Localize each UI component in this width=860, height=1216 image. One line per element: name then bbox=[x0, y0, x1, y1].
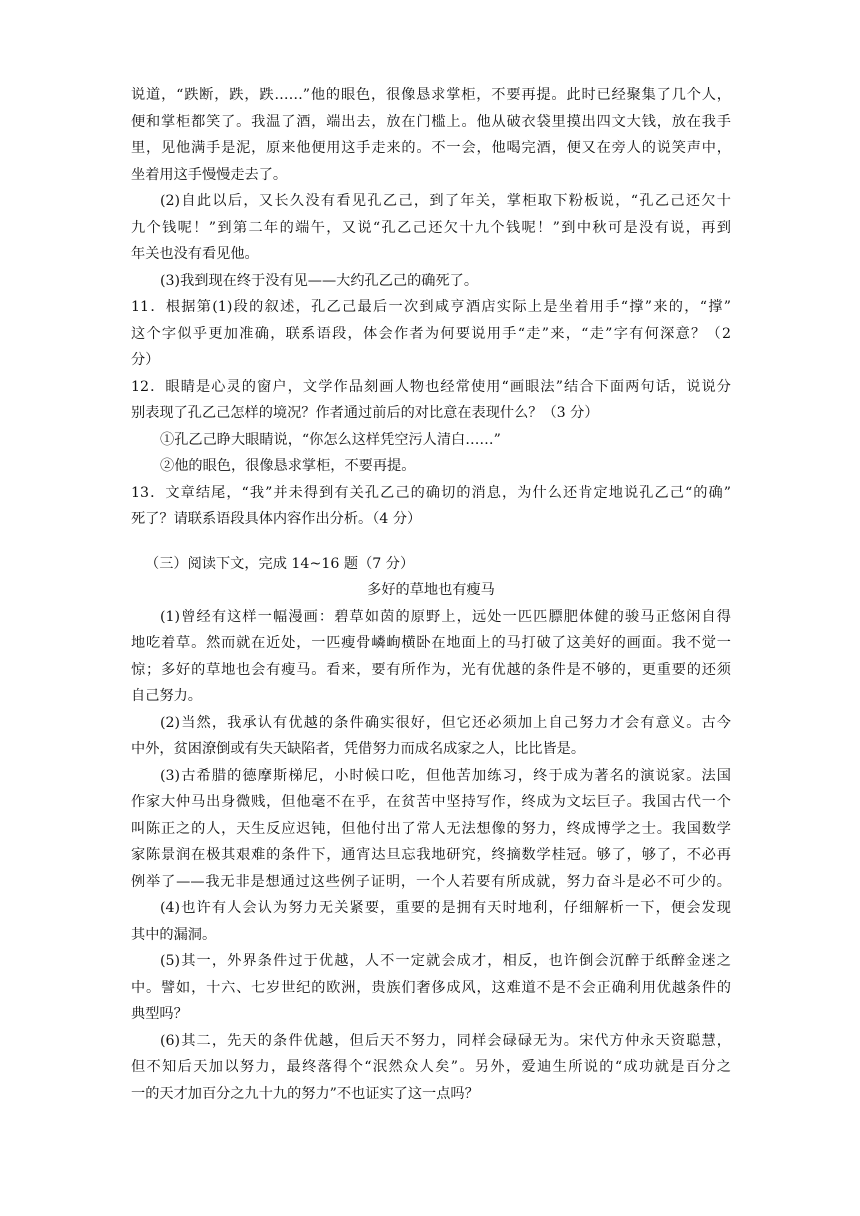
essay-text-line: 地吃着草。然而就在近处，一匹瘦骨嶙峋横卧在地面上的马打破了这美好的画面。我不觉一 bbox=[131, 635, 731, 651]
essay-text-line: (4)也许有人会认为努力无关紧要，重要的是拥有天时地利，仔细解析一下，便会发现 bbox=[160, 900, 731, 916]
passage-text-line: 12．眼睛是心灵的窗户，文学作品刻画人物也经常使用“画眼法”结合下面两句话，说说分 bbox=[131, 378, 731, 395]
essay-text-line: 中外，贫困潦倒或有失天缺陷者，凭借努力而成名成家之人，比比皆是。 bbox=[131, 741, 586, 757]
essay-text-line: 其中的漏洞。 bbox=[131, 926, 217, 943]
essay-text-line: (6)其二，先天的条件优越，但后天不努力，同样会碌碌无为。宋代方仲永天资聪慧， bbox=[160, 1032, 731, 1049]
passage-text-line: 死了？请联系语段具体内容作出分析。（4 分） bbox=[131, 511, 422, 527]
essay-body bbox=[131, 604, 731, 1108]
essay-title: 多好的草地也有瘦马 bbox=[367, 582, 495, 598]
essay-text-line: 但不知后天加以努力，最终落得个“泯然众人矣”。另外，爱迪生所说的“成功就是百分之 bbox=[131, 1059, 731, 1075]
passage-text-line: 坐着用这手慢慢走去了。 bbox=[131, 166, 288, 183]
passage-text-line: (2)自此以后，又长久没有看见孔乙己，到了年关，掌柜取下粉板说，“孔乙己还欠十 bbox=[160, 193, 731, 209]
essay-text-line: 中。譬如，十六、七岁世纪的欧洲，贵族们奢侈成风，这难道不是不会正确利用优越条件的 bbox=[131, 979, 731, 996]
passage-text-line: 便和掌柜都笑了。我温了酒，端出去，放在门槛上。他从破衣袋里摸出四文大钱，放在我手 bbox=[131, 113, 731, 130]
passage-text-line: 13．文章结尾，“我”并未得到有关孔乙己的确切的消息，为什么还肯定地说孔乙己“的确” bbox=[131, 484, 731, 501]
section-gap bbox=[131, 533, 731, 551]
essay-text-line: 叫陈正之的人，天生反应迟钝，但他付出了常人无法想像的努力，终成博学之士。我国数学 bbox=[131, 820, 731, 837]
passage-text-line: 别表现了孔乙己怎样的境况？作者通过前后的对比意在表现什么？（3 分） bbox=[131, 405, 599, 421]
essay-text-line: 自己努力。 bbox=[131, 688, 202, 704]
essay-text-line: (2)当然，我承认有优越的条件确实很好，但它还必须加上自己努力才会有意义。古今 bbox=[160, 714, 731, 731]
passage-text-line: 这个字似乎更加准确，联系语段，体会作者为何要说用手“走”来，“走”字有何深意？（2 bbox=[131, 325, 731, 342]
passage-text-line: 11．根据第(1)段的叙述，孔乙己最后一次到咸亨酒店实际上是坐着用手“撑”来的，“撑” bbox=[131, 299, 731, 315]
passage-text-line: (3)我到现在终于没有见——大约孔乙己的确死了。 bbox=[160, 272, 479, 289]
passage-text-line: 分） bbox=[131, 352, 160, 368]
essay-text-line: 例举了——我无非是想通过这些例子证明，一个人若要有所成就，努力奋斗是必不可少的。 bbox=[131, 873, 731, 890]
essay-text-line: (3)古希腊的德摩斯梯尼，小时候口吃，但他苦加练习，终于成为著名的演说家。法国 bbox=[160, 767, 731, 784]
passage-text-line: 说道，“跌断，跌，跌……”他的眼色，很像恳求掌柜，不要再提。此时已经聚集了几个人， bbox=[131, 87, 731, 103]
essay-text-line: 典型吗？ bbox=[131, 1006, 188, 1022]
section-3-heading: （三）阅读下文，完成 14~16 题（7 分） bbox=[145, 555, 415, 572]
reading-section-2-excerpt bbox=[131, 82, 731, 533]
essay-text-line: 作家大仲马出身微贱，但他毫不在乎，在贫苦中坚持写作，终成为文坛巨子。我国古代一个 bbox=[131, 794, 731, 810]
document-page bbox=[131, 82, 731, 1107]
essay-text-line: 家陈景润在极其艰难的条件下，通宵达旦忘我地研究，终摘数学桂冠。够了，够了，不必再 bbox=[131, 847, 731, 863]
passage-text-line: 九个钱呢！”到第二年的端午，又说“孔乙己还欠十九个钱呢！”到中秋可是没有说，再到 bbox=[131, 219, 731, 236]
essay-text-line: (5)其一，外界条件过于优越，人不一定就会成才，相反，也许倒会沉醉于纸醉金迷之 bbox=[160, 953, 731, 969]
passage-text-line: ②他的眼色，很像恳求掌柜，不要再提。 bbox=[160, 458, 416, 474]
passage-text-line: 里，见他满手是泥，原来他便用这手走来的。不一会，他喝完酒，便又在旁人的说笑声中， bbox=[131, 140, 731, 156]
essay-text-line: 惊；多好的草地也会有瘦马。看来，要有所作为，光有优越的条件是不够的，更重要的还须 bbox=[131, 661, 731, 678]
essay-text-line: (1)曾经有这样一幅漫画：碧草如茵的原野上，远处一匹匹膘肥体健的骏马正悠闲自得 bbox=[160, 608, 731, 625]
passage-text-line: 年关也没有看见他。 bbox=[131, 246, 259, 262]
passage-text-line: ①孔乙己睁大眼睛说，“你怎么这样凭空污人清白……” bbox=[160, 431, 501, 448]
essay-text-line: 一的天才加百分之九十九的努力”不也证实了这一点吗？ bbox=[131, 1085, 479, 1102]
